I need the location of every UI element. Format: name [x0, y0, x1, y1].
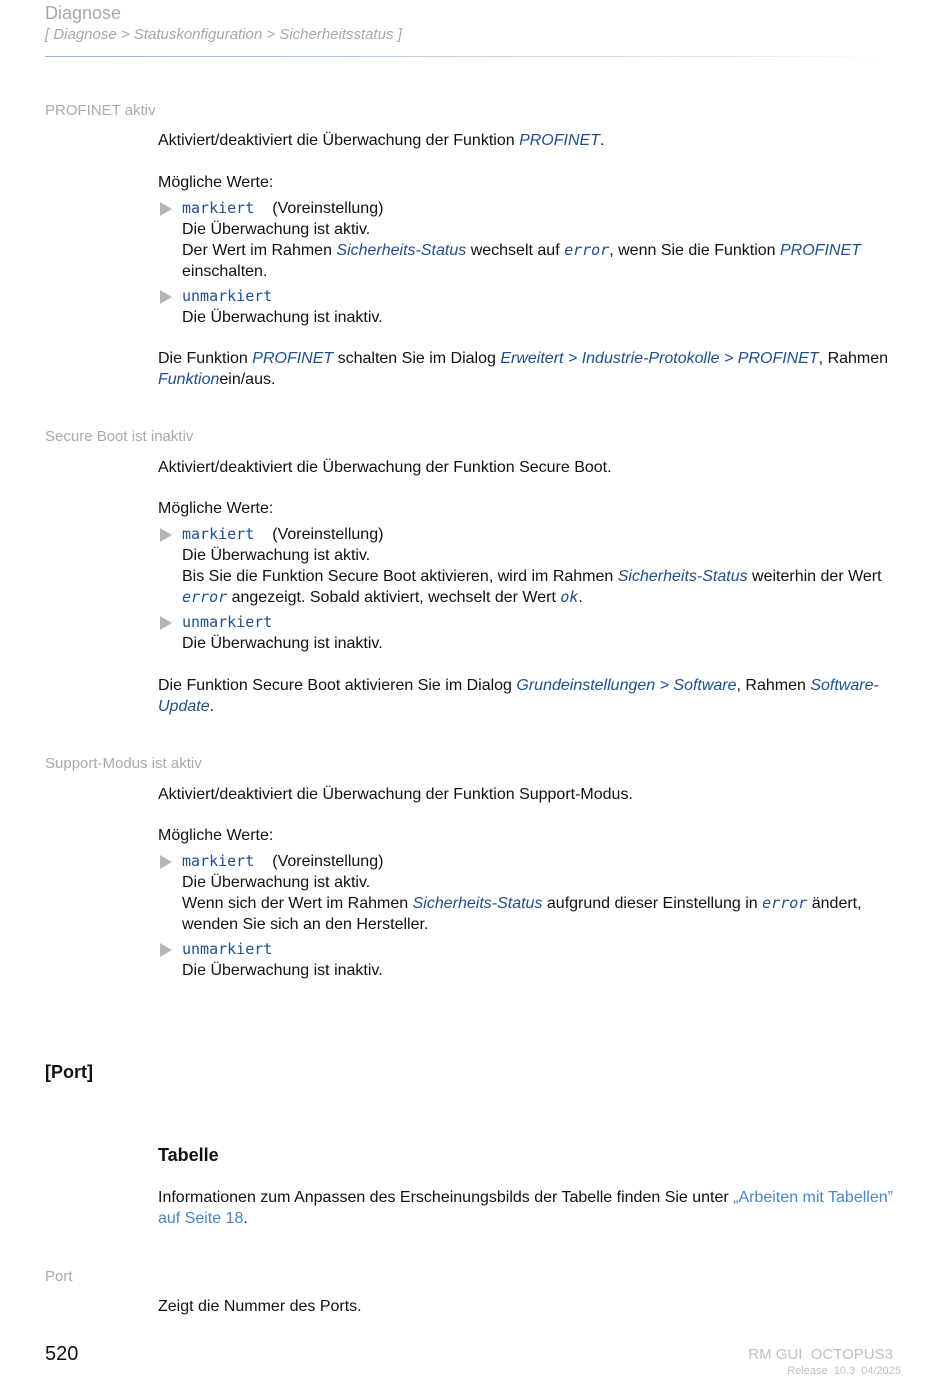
param-intro-profinet: Aktiviert/deaktiviert die Überwachung der Funktion PROFINET.	[158, 132, 605, 149]
value-item-unmarked: unmarkiert Die Überwachung ist inaktiv.	[160, 939, 910, 981]
value-code: markiert	[182, 199, 255, 217]
param-footer-profinet: Die Funktion PROFINET schalten Sie im Dialog Erweitert > Industrie-Protokolle > PROFINET, Rahmen Funktionein/aus.	[158, 350, 889, 388]
table-help-link[interactable]: „Arbeiten mit Tabellen” auf Seite 18	[158, 1189, 893, 1227]
value-code: unmarkiert	[182, 613, 273, 631]
value-code: unmarkiert	[182, 940, 273, 958]
param-label-profinet: PROFINET aktiv	[45, 102, 156, 119]
value-item-marked: markiert (Voreinstellung) Die Überwachung ist aktiv. Wenn sich der Wert im Rahmen Sicherheits-Status aufgrund dieser Einstellung in error ändert, wenden Sie sich an den Hersteller.	[160, 851, 910, 935]
bullet-triangle-icon	[160, 202, 172, 216]
value-item-unmarked: unmarkiert Die Überwachung ist inaktiv.	[160, 612, 910, 654]
param-label-secure-boot: Secure Boot ist inaktiv	[45, 428, 194, 445]
values-heading: Mögliche Werte:	[158, 827, 274, 844]
param-desc-port: Zeigt die Nummer des Ports.	[158, 1298, 362, 1315]
bullet-triangle-icon	[160, 855, 172, 869]
bullet-triangle-icon	[160, 290, 172, 304]
bullet-triangle-icon	[160, 943, 172, 957]
page-header-title: Diagnose	[45, 3, 122, 23]
gui-ref: PROFINET	[519, 132, 600, 149]
breadcrumb: [ Diagnose > Statuskonfiguration > Sicherheitsstatus ]	[45, 26, 402, 43]
value-item-unmarked: unmarkiert Die Überwachung ist inaktiv.	[160, 286, 910, 328]
bullet-triangle-icon	[160, 616, 172, 630]
header-divider	[45, 56, 885, 57]
section-heading-port: [Port]	[45, 1062, 93, 1082]
value-item-marked: markiert (Voreinstellung) Die Überwachung ist aktiv. Bis Sie die Funktion Secure Boot aktivieren, wird im Rahmen Sicherheits-Status weiterhin der Wert error angezeigt. Sobald aktiviert, wechselt der Wert ok.	[160, 524, 910, 608]
param-label-port: Port	[45, 1268, 73, 1285]
value-code: unmarkiert	[182, 287, 273, 305]
bullet-triangle-icon	[160, 528, 172, 542]
param-footer-secure-boot: Die Funktion Secure Boot aktivieren Sie im Dialog Grundeinstellungen > Software, Rahmen Software-Update.	[158, 677, 879, 715]
value-code: markiert	[182, 852, 255, 870]
value-item-marked: markiert (Voreinstellung) Die Überwachung ist aktiv. Der Wert im Rahmen Sicherheits-Status wechselt auf error, wenn Sie die Funktion PROFINET einschalten.	[160, 198, 910, 282]
param-intro-support-mode: Aktiviert/deaktiviert die Überwachung der Funktion Support-Modus.	[158, 786, 633, 803]
page-number: 520	[45, 1343, 79, 1365]
subheading-table: Tabelle	[158, 1145, 219, 1165]
param-intro-secure-boot: Aktiviert/deaktiviert die Überwachung der Funktion Secure Boot.	[158, 459, 612, 476]
table-info-text: Informationen zum Anpassen des Erscheinungsbilds der Tabelle finden Sie unter „Arbeiten mit Tabellen” auf Seite 18.	[158, 1189, 893, 1227]
values-heading: Mögliche Werte:	[158, 500, 274, 517]
value-code: markiert	[182, 525, 255, 543]
values-heading: Mögliche Werte:	[158, 174, 274, 191]
doc-title: RM GUI OCTOPUS3	[748, 1346, 893, 1363]
release-info: Release 10.3 04/2025	[787, 1365, 901, 1377]
param-label-support-mode: Support-Modus ist aktiv	[45, 755, 202, 772]
